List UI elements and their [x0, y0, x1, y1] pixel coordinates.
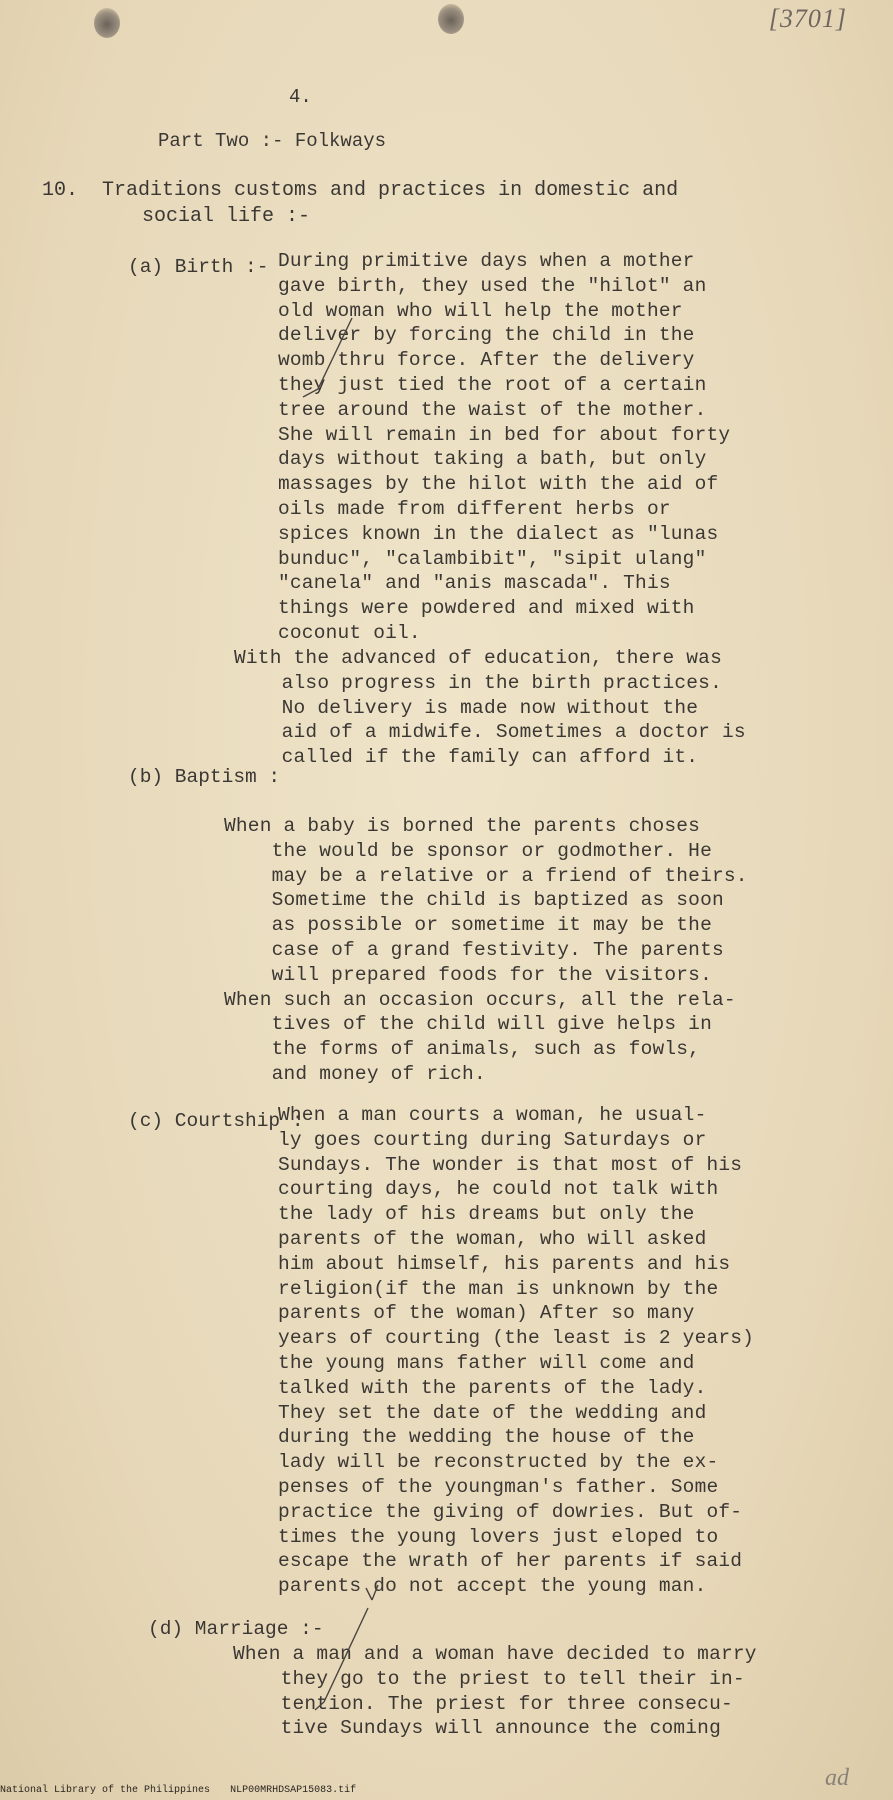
birth-line: they just tied the root of a certain: [278, 373, 707, 396]
birth-line: aid of a midwife. Sometimes a doctor is: [234, 721, 746, 744]
courtship-label: (c) Courtship :: [128, 1110, 304, 1132]
baptism-label: (b) Baptism :: [128, 766, 281, 788]
courtship-line: the lady of his dreams but only the: [278, 1203, 695, 1226]
marriage-line: When a man and a woman have decided to marry: [233, 1643, 757, 1665]
courtship-line: parents do not accept the young man.: [278, 1575, 707, 1598]
courtship-line: penses of the youngman's father. Some: [278, 1475, 719, 1498]
birth-line: tree around the waist of the mother.: [278, 398, 707, 421]
birth-line: No delivery is made now without the: [234, 696, 699, 719]
punch-hole-left: [94, 8, 120, 38]
baptism-paragraph: [224, 814, 748, 1087]
courtship-line: years of courting (the least is 2 years): [278, 1327, 755, 1350]
birth-line: spices known in the dialect as "lunas: [278, 522, 719, 545]
baptism-line: as possible or sometime it may be the: [224, 914, 712, 937]
birth-line: She will remain in bed for about forty: [278, 423, 731, 446]
courtship-line: talked with the parents of the lady.: [278, 1376, 707, 1399]
birth-line: coconut oil.: [278, 621, 421, 644]
courtship-line: When a man courts a woman, he usual-: [278, 1104, 707, 1126]
archive-number: [3701]: [768, 4, 847, 33]
part-heading: Part Two :- Folkways: [158, 130, 387, 152]
page-number: 4.: [289, 86, 312, 108]
birth-line: With the advanced of education, there was: [234, 647, 722, 669]
courtship-line: parents of the woman) After so many: [278, 1302, 695, 1325]
birth-line: also progress in the birth practices.: [234, 671, 722, 694]
footer: [0, 1785, 356, 1796]
courtship-line: religion(if the man is unknown by the: [278, 1277, 719, 1300]
handwritten-initials: ad: [825, 1765, 849, 1791]
baptism-line: When a baby is borned the parents choses: [224, 815, 701, 837]
baptism-line: may be a relative or a friend of theirs.: [224, 864, 748, 887]
baptism-line: When such an occasion occurs, all the rela-: [224, 988, 736, 1011]
courtship-line: ly goes courting during Saturdays or: [278, 1128, 707, 1151]
courtship-line: They set the date of the wedding and: [278, 1401, 707, 1424]
baptism-line: case of a grand festivity. The parents: [224, 938, 724, 961]
birth-line: During primitive days when a mother: [278, 250, 695, 272]
section-title-line-1: Traditions customs and practices in domestic and: [102, 179, 679, 202]
courtship-line: escape the wrath of her parents if said: [278, 1550, 743, 1573]
birth-label: (a) Birth :-: [128, 256, 269, 278]
birth-line: gave birth, they used the "hilot" an: [278, 274, 707, 297]
birth-line: things were powdered and mixed with: [278, 597, 695, 620]
courtship-line: courting days, he could not talk with: [278, 1178, 719, 1201]
courtship-line: him about himself, his parents and his: [278, 1252, 731, 1275]
baptism-line: and money of rich.: [224, 1062, 486, 1085]
courtship-line: lady will be reconstructed by the ex-: [278, 1451, 719, 1474]
courtship-line: during the wedding the house of the: [278, 1426, 695, 1449]
baptism-line: tives of the child will give helps in: [224, 1013, 712, 1036]
birth-line: old woman who will help the mother: [278, 299, 683, 322]
birth-line: called if the family can afford it.: [234, 746, 699, 769]
marriage-line: tive Sundays will announce the coming: [233, 1717, 721, 1740]
baptism-line: Sometime the child is baptized as soon: [224, 889, 724, 912]
marriage-line: they go to the priest to tell their in-: [233, 1667, 745, 1690]
birth-line: oils made from different herbs or: [278, 497, 671, 520]
baptism-line: the would be sponsor or godmother. He: [224, 839, 712, 862]
courtship-line: practice the giving of dowries. But of-: [278, 1500, 743, 1523]
birth-paragraph-2: [234, 646, 746, 770]
courtship-paragraph: [278, 1103, 754, 1599]
birth-line: bunduc", "calambibit", "sipit ulang": [278, 547, 707, 570]
birth-paragraph: [278, 249, 730, 646]
section-title-line-2: social life :-: [142, 205, 311, 228]
birth-line: womb thru force. After the delivery: [278, 349, 695, 372]
marriage-label: (d) Marriage :-: [148, 1618, 324, 1640]
birth-line: days without taking a bath, but only: [278, 448, 707, 471]
marriage-line: tention. The priest for three consecu-: [233, 1692, 733, 1715]
courtship-line: the young mans father will come and: [278, 1351, 695, 1374]
punch-hole-center: [438, 4, 464, 34]
courtship-line: Sundays. The wonder is that most of his: [278, 1153, 743, 1176]
baptism-line: will prepared foods for the visitors.: [224, 963, 712, 986]
courtship-line: times the young lovers just eloped to: [278, 1525, 719, 1548]
birth-line: "canela" and "anis mascada". This: [278, 572, 671, 595]
courtship-line: parents of the woman, who will asked: [278, 1227, 707, 1250]
section-number: 10.: [42, 179, 79, 202]
birth-line: deliver by forcing the child in the: [278, 324, 695, 347]
footer-library: National Library of the Philippines: [0, 1785, 211, 1796]
marriage-paragraph: [233, 1642, 757, 1741]
birth-line: massages by the hilot with the aid of: [278, 473, 719, 496]
footer-source: NLP00MRHDSAP15083.tif: [230, 1785, 357, 1796]
baptism-line: the forms of animals, such as fowls,: [224, 1038, 701, 1061]
